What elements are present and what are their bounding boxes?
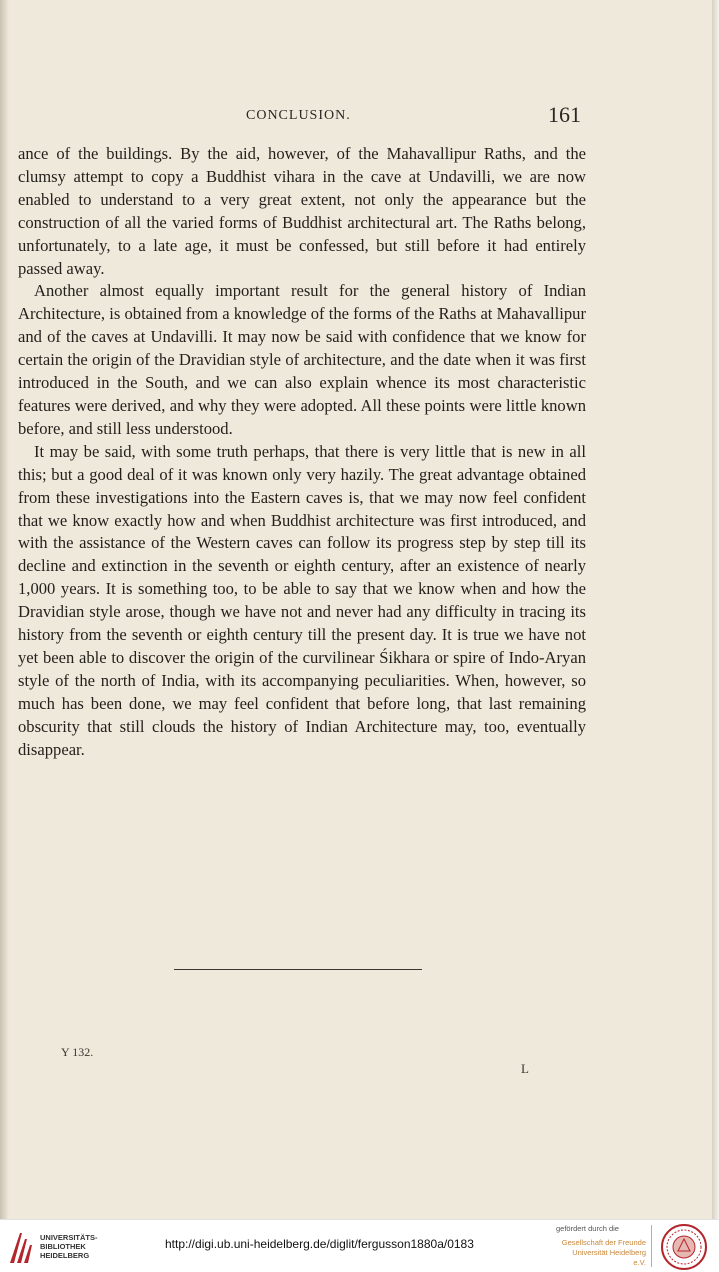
- printer-signature: Y 132.: [61, 1045, 94, 1059]
- viewer-footer: [0, 1219, 719, 1272]
- footer-divider: [651, 1225, 652, 1267]
- sponsor-name: Gesellschaft der Freunde Universität Heidelberg e.V.: [561, 1238, 646, 1267]
- paragraph: Another almost equally important result for the general history of Indian Architecture, is obtained from a knowledge of the forms of the Raths at Mahavallipur and of the caves at Undavilli. It may now be said with confidence that we know for certain the origin of the Dravidian style of architecture, and the date when it was first introduced in the South, and we can also explain whence its most characteristic features were derived, and why they were adopted. All these points were little known before, and still less understood.: [18, 281, 586, 438]
- university-seal-icon: [660, 1223, 708, 1271]
- paragraph: ance of the buildings. By the aid, however, of the Mahavallipur Raths, and the clumsy attempt to copy a Buddhist vihara in the cave at Undavilli, we are now enabled to understand to a very great extent, not only the appearance but the construction of all the varied forms of Buddhist architectural art. The Raths belong, unfortunately, to a late age, it must be confessed, but still before it had entirely passed away.: [18, 144, 586, 278]
- paragraph: It may be said, with some truth perhaps, that there is very little that is new in all this; but a good deal of it was known only very hazily. The great advantage obtained from these investigations into the Eastern caves is, that we may now feel confident that we know exactly how and when Buddhist architecture was first introduced, and with the assistance of the Western caves can follow its progress step by step till its decline and extinction in the seventh or eighth century, after an existence of nearly 1,000 years. It is something too, to be able to say that we know when and how the Dravidian style arose, though we have not and never had any difficulty in tracing its history from the seventh or eighth century till the present day. It is true we have not yet been able to discover the origin of the curvilinear Śikhara or spire of Indo-Aryan style of the north of India, with its accompanying peculiarities. When, however, so much has been done, we may feel confident that before long, that last remaining obscurity that still clouds the history of Indian Architecture may, too, eventually disappear.: [18, 441, 586, 759]
- running-head: [0, 102, 712, 134]
- page-number: 161: [548, 102, 581, 127]
- body-text: [18, 143, 586, 761]
- library-name: UNIVERSITÄTS- BIBLIOTHEK HEIDELBERG: [40, 1233, 98, 1260]
- gathering-signature: L: [521, 1061, 529, 1076]
- permalink-url[interactable]: http://digi.ub.uni-heidelberg.de/diglit/fergusson1880a/0183: [165, 1237, 474, 1251]
- sponsor-label: gefördert durch die: [556, 1224, 619, 1233]
- binding-gutter: [0, 0, 9, 1219]
- page-edge: [712, 0, 719, 1219]
- library-logo-icon: [8, 1231, 34, 1265]
- section-rule: [174, 969, 422, 970]
- running-title: CONCLUSION.: [246, 108, 351, 123]
